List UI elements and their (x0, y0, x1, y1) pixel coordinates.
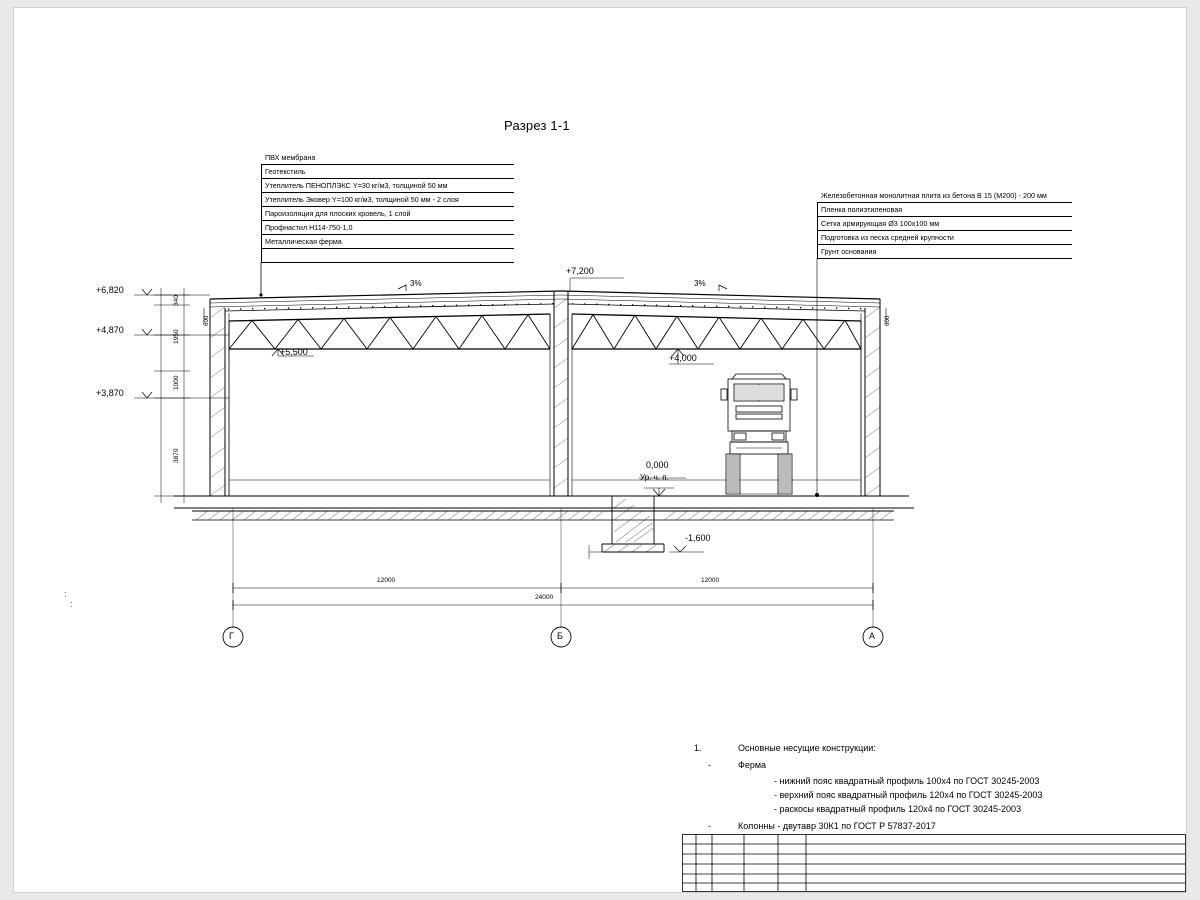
notes-dash: - (708, 821, 711, 831)
spec-item-label: Грунт основания (821, 247, 877, 256)
spec-item-label: Железобетонная монолитная плита из бетона В 15 (М200) - 200 мм (821, 191, 1047, 200)
notes-dash: - (708, 760, 711, 770)
spec-item-label: Металлическая ферма (265, 237, 342, 246)
elevation-label-truss-top: +4,870 (96, 325, 124, 335)
axis-label-g: Г (229, 631, 234, 641)
title-block-stamp (682, 834, 1186, 892)
section-drawing (14, 8, 1186, 892)
spec-item-label: Пароизоляция для плоских кровель, 1 слой (265, 209, 411, 218)
spec-item-label: ПВХ мембрана (265, 153, 316, 162)
page-title: Разрез 1-1 (504, 118, 570, 133)
span-dim-left: 12000 (377, 577, 396, 584)
spec-item-label: Сетка армирующая Ø3 100х100 мм (821, 219, 940, 228)
elevation-label-top: +6,820 (96, 285, 124, 295)
stamp-grid (682, 834, 1186, 892)
span-dim-right: 12000 (701, 577, 720, 584)
notes-item-label: Ферма (738, 760, 767, 770)
spec-item-label: Утеплитель Эковер Y=100 кг/м3, толщиной 50 мм - 2 слоя (265, 195, 459, 204)
spec-item-label: Геотекстиль (265, 167, 306, 176)
elevation-label-truss-bottom: +3,870 (96, 388, 124, 398)
elevation-label-ridge: +7,200 (566, 266, 594, 276)
corner-mark: : (70, 599, 73, 609)
elevation-label-inner-left: +5,500 (280, 347, 308, 357)
spec-item-label: Подготовка из песка средней крупности (821, 233, 954, 242)
spec-item-label: Утеплитель ПЕНОПЛЭКС Y=30 кг/м3, толщиной 50 мм (265, 181, 448, 190)
notes-item-label: Колонны - двутавр 30К1 по ГОСТ Р 57837-2017 (738, 821, 936, 831)
slope-label-left: 3% (410, 279, 422, 288)
elevation-label-zero: 0,000 (646, 460, 669, 470)
elevation-label-foundation: -1,600 (685, 533, 711, 543)
notes-heading: Основные несущие конструкции: (738, 743, 876, 753)
spec-item-label: Профнастил Н114-750-1,0 (265, 223, 353, 232)
corner-mark: : (64, 589, 67, 599)
notes-item-label: - верхний пояс квадратный профиль 120х4 по ГОСТ 30245-2003 (774, 790, 1043, 800)
spec-item-label: Пленка полиэтиленовая (821, 205, 903, 214)
notes-item-label: - нижний пояс квадратный профиль 100х4 по ГОСТ 30245-2003 (774, 776, 1040, 786)
axis-label-a: А (869, 631, 876, 641)
axis-label-b: Б (557, 631, 563, 641)
notes-number: 1. (694, 743, 702, 753)
notes-item-label: - раскосы квадратный профиль 120х4 по ГОСТ 30245-2003 (774, 804, 1022, 814)
elevation-label-inner-right: +4,000 (669, 353, 697, 363)
slope-label-right: 3% (694, 279, 706, 288)
drawing-sheet: Разрез 1-1 ПВХ мембрана Геотекстиль Утеплитель ПЕНОПЛЭКС Y=30 кг/м3, толщиной 50 мм Утеплитель Эковер Y=100 кг/м3, толщиной 50 мм - 2 слоя Пароизоляция для плоских кровель, 1 слой Профнастил Н114-750-1,0 Металлическая ферма Железобетонная монолитная плита из бетона В 15 (М200) - 200 мм Пленка полиэтиленовая Сетка армирующая Ø3 100х100 мм Подготовка из песка средней крупности Грунт основания +6,820 +4,870 +3,870 +7,200 +5,500 +4,000 0,000 Ур. ч. п. -1,600 3% 3% 340 1950 1000 3870 600 600 12000 12000 24000 Г Б А : : 1. Основные несущие конструкции: - Ферма - нижний пояс квадратный профиль 100х4 по ГОСТ 30245-2003 - верхний пояс квадратный профиль 120х4 по ГОСТ 30245-2003 - раскосы квадратный профиль 120х4 по ГОСТ 30245-2003 - Колонны - двутавр 30К1 по ГОСТ Р 57837-2017 (14, 8, 1186, 892)
elevation-note-zero: Ур. ч. п. (640, 473, 669, 482)
span-dim-total: 24000 (535, 594, 554, 601)
